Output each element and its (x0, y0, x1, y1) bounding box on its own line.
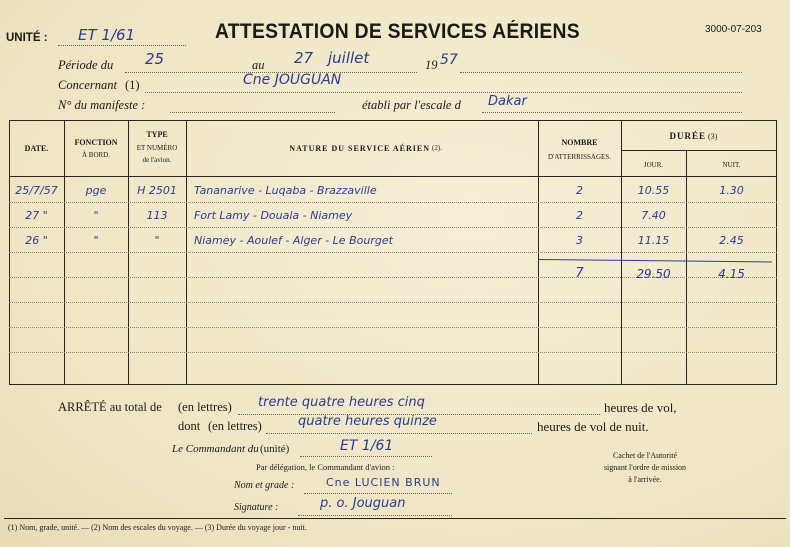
footnote: (1) Nom, grade, unité. — (2) Nom des escales du voyage. — (3) Durée du voyage jour - nuit. (8, 523, 307, 532)
manifeste-label: N° du manifeste : (58, 98, 146, 112)
header-date: DATE. (24, 144, 49, 153)
cachet-line1: Cachet de l'Autorité (612, 451, 678, 460)
row-guide-line (9, 327, 777, 328)
row-guide-line (9, 302, 777, 303)
header-fonction-sub: À BORD. (81, 151, 110, 159)
nom-grade-dotline (304, 493, 452, 494)
delegation-label: Par délégation, le Commandant d'avion : (256, 462, 395, 472)
signature-dotline (298, 515, 452, 516)
header-nature: NATURE DU SERVICE AÉRIEN (289, 144, 430, 153)
escale-dotline (482, 112, 742, 113)
row3-nombre: 3 (576, 234, 583, 247)
form-reference: 3000-07-203 (705, 24, 762, 35)
row1-type: H 2501 (137, 184, 177, 197)
arrete-label: ARRÊTÉ au total de (58, 400, 162, 414)
concernant-label: Concernant (58, 78, 118, 92)
header-nuit: NUIT. (722, 161, 741, 169)
header-duree-note: (3) (708, 132, 718, 141)
heures-vol-label: heures de vol, (604, 400, 677, 415)
cachet-line2: signant l'ordre de mission (603, 463, 687, 472)
unite-value: ET 1/61 (78, 26, 136, 44)
periode-to-month: juillet (328, 49, 370, 67)
row2-jour: 7.40 (641, 209, 666, 222)
table-row (9, 207, 777, 227)
heures-nuit-label: heures de vol de nuit. (537, 419, 649, 434)
arrete-en-lettres: (en lettres) (178, 400, 232, 414)
periode-year-prefix: 19 (425, 58, 438, 72)
cachet-line3: à l'arrivée. (628, 475, 662, 484)
total-jour: 29.50 (636, 267, 671, 281)
commandant-value: ET 1/61 (340, 438, 394, 454)
row1-nature: Tananarive - Luqaba - Brazzaville (194, 184, 377, 197)
header-type: TYPE (146, 130, 168, 139)
escale-label: établi par l'escale d (362, 98, 461, 112)
row3-type: " (154, 234, 160, 247)
total-nuit: 4.15 (718, 267, 745, 281)
signature-label: Signature : (234, 502, 279, 513)
concernant-note: (1) (125, 78, 140, 92)
header-nombre: NOMBRE (561, 138, 598, 147)
row2-type: 113 (146, 209, 168, 222)
header-nombre-sub: D'ATTERRISSAGES. (548, 153, 611, 161)
header-type-sub2: de l'avion. (142, 156, 172, 164)
concernant-value: Cne JOUGUAN (243, 72, 342, 88)
header-bottom-line (9, 176, 777, 177)
unite-dotline (58, 45, 186, 46)
total-nombre: 7 (575, 266, 584, 281)
periode-label: Période du (58, 58, 114, 72)
signature-value: p. o. Jouguan (320, 496, 406, 511)
table-row (9, 232, 777, 252)
row3-fonction: " (93, 234, 99, 247)
commandant-unite-note: (unité) (260, 443, 290, 455)
periode-year-suffix: 57 (440, 52, 458, 68)
footnote-rule (4, 518, 786, 519)
unite-label: UNITÉ : (6, 32, 48, 44)
row1-nuit: 1.30 (719, 184, 744, 197)
escale-value: Dakar (488, 94, 527, 109)
concernant-dotline (145, 92, 742, 93)
row3-jour: 11.15 (637, 234, 670, 247)
periode-to-day: 27 (294, 49, 314, 67)
periode-trailing-dotline (460, 72, 742, 73)
row3-nature: Niamey - Aoulef - Alger - Le Bourget (194, 234, 393, 247)
au-label: au (252, 58, 265, 72)
row2-nature: Fort Lamy - Douala - Niamey (194, 209, 353, 222)
dont-en-lettres: (en lettres) (208, 419, 262, 433)
total-words-value: trente quatre heures cinq (258, 395, 425, 410)
row1-fonction: pge (85, 184, 107, 197)
row1-jour: 10.55 (637, 184, 670, 197)
nuit-words-dotline (266, 433, 532, 434)
header-jour: JOUR. (643, 161, 664, 169)
duree-subheader-line (621, 150, 777, 151)
commandant-dotline (300, 456, 432, 457)
row-guide-line (9, 227, 777, 228)
row-guide-line (9, 202, 777, 203)
form-title: ATTESTATION DE SERVICES AÉRIENS (215, 20, 580, 43)
row3-date: 26 " (25, 234, 48, 247)
row1-date: 25/7/57 (15, 184, 58, 197)
row2-fonction: " (93, 209, 99, 222)
row3-nuit: 2.45 (719, 234, 744, 247)
header-fonction: FONCTION (74, 138, 118, 147)
row2-nombre: 2 (576, 209, 583, 222)
nom-grade-value: Cne LUCIEN BRUN (326, 476, 441, 489)
row-guide-line (9, 352, 777, 353)
manifeste-dotline (170, 112, 335, 113)
table-row (9, 182, 777, 202)
nom-grade-label: Nom et grade : (234, 480, 295, 491)
nuit-words-value: quatre heures quinze (298, 414, 437, 429)
header-nature-note: (2). (432, 144, 442, 152)
header-duree: DURÉE (669, 131, 706, 141)
row1-nombre: 2 (576, 184, 583, 197)
row2-date: 27 " (25, 209, 48, 222)
header-type-sub1: ET NUMÉRO (136, 144, 178, 152)
periode-from-value: 25 (145, 50, 165, 68)
commandant-label: Le Commandant du (172, 443, 259, 455)
dont-label: dont (178, 419, 201, 433)
row-guide-line (9, 252, 777, 253)
